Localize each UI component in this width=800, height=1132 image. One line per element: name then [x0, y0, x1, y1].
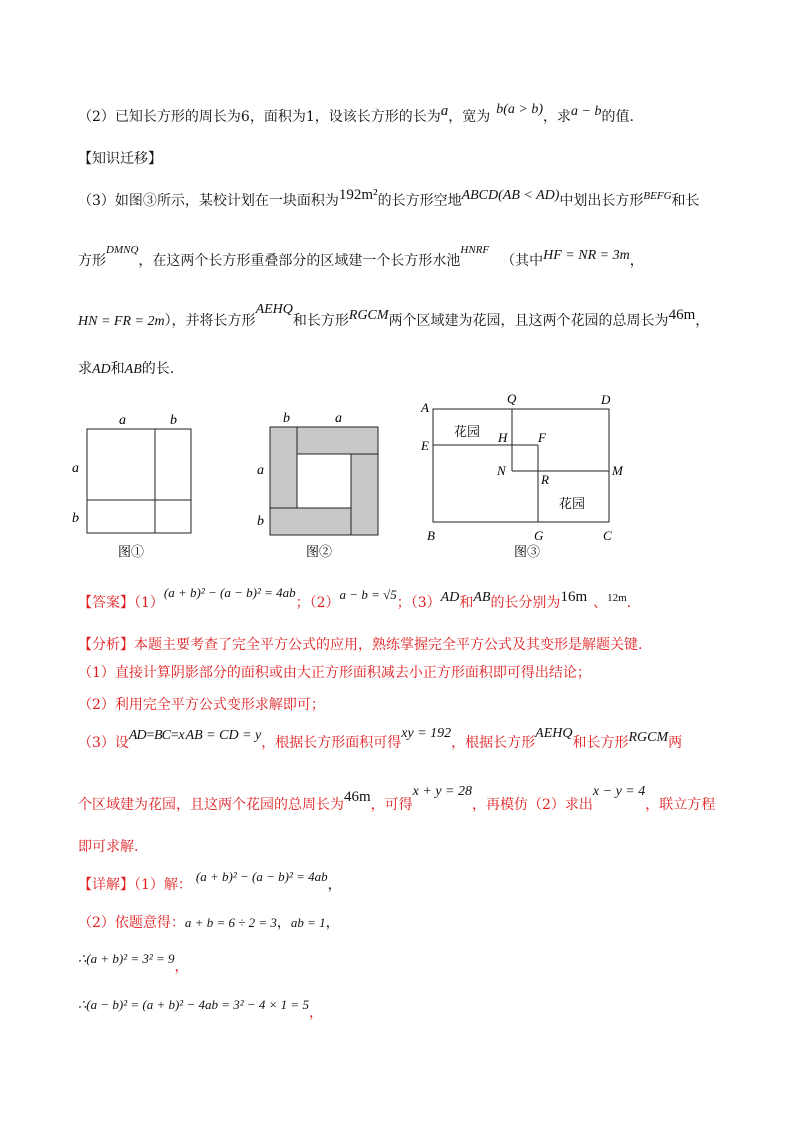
analysis-text: 本题主要考查了完全平方公式的应用，熟练掌握完全平方公式及其变形是解题关键.: [134, 637, 643, 653]
section-title: 【知识迁移】: [78, 151, 162, 167]
analysis-line-3: （2）利用完全平方公式变形求解即可；: [78, 697, 325, 713]
answer-eq-2: a − b = √5: [339, 587, 397, 602]
q3-rect-befg: BEFG: [643, 190, 672, 202]
fig1-b-left: b: [72, 511, 79, 526]
fig3-label-c: C: [603, 528, 612, 543]
detail-text: ，: [308, 1005, 323, 1021]
q2-text-2: ，宽为: [448, 109, 491, 125]
analysis-eq-area: xy = 192: [401, 726, 452, 741]
q3-eq-hf: HF = NR = 3m: [543, 248, 630, 263]
fig3-label-q: Q: [507, 392, 517, 406]
fig3-label-n: N: [497, 463, 506, 478]
q3-text: 方形: [78, 253, 106, 269]
q2-var-b: b(a > b): [496, 102, 544, 117]
analysis-eq-ad: AD=BC=x: [128, 728, 184, 743]
detail-text: ，: [174, 959, 189, 975]
q3-perimeter: 46m: [668, 307, 696, 323]
answer-ad-value: 16m: [560, 589, 588, 605]
fig2-a-top: a: [335, 411, 342, 426]
detail-tag: 【详解】: [78, 877, 134, 893]
q3-text: （3）如图③所示，某校计划在一块面积为: [78, 193, 339, 209]
q3-text: 和: [110, 361, 125, 377]
analysis-eq-diff: x − y = 4: [592, 784, 646, 799]
fig2-b-left: b: [257, 514, 264, 529]
analysis-eq-sum: x + y = 28: [412, 784, 472, 799]
q3-rect-hnrf: HNRF: [460, 244, 490, 256]
detail-text: （1）解：: [134, 877, 192, 893]
fig2-b-top: b: [283, 411, 290, 426]
detail-eq-1: (a + b)² − (a − b)² = 4ab: [195, 869, 328, 884]
q3-rect-rgcm: RGCM: [348, 308, 389, 323]
answer-part: （1）: [134, 595, 164, 611]
detail-eq-square-sum: ∴(a + b)² = 3² = 9: [78, 951, 175, 966]
q3-ad: AD: [92, 362, 111, 377]
fig3-label-b: B: [427, 528, 435, 543]
answer-sep: ；（2）: [295, 595, 340, 611]
fig3-label-g: G: [534, 528, 544, 543]
question-3-line-2: [78, 244, 644, 271]
detail-eq-sum: a + b = 6 ÷ 2 = 3: [184, 915, 277, 930]
fig3-label-f: F: [538, 430, 546, 445]
figure-1: [72, 413, 191, 560]
fig3-caption: 图③: [514, 545, 541, 560]
analysis-line-1: [78, 636, 642, 654]
fig3-label-r: R: [541, 472, 549, 487]
q3-rect-abcd: ABCD(AB < AD): [461, 188, 560, 203]
q3-text: 的长方形空地: [377, 193, 462, 209]
analysis-text: 两: [668, 735, 683, 751]
analysis-text: ，根据长方形: [451, 735, 536, 751]
detail-eq-square-diff: ∴(a − b)² = (a + b)² − 4ab = 3² − 4 × 1 = 5: [78, 997, 309, 1012]
q3-ab: AB: [124, 362, 142, 377]
answer-tag: 【答案】: [78, 595, 134, 611]
q3-text: ，: [695, 313, 710, 329]
fig2-caption: 图②: [306, 545, 333, 560]
figure-3: [420, 392, 624, 560]
analysis-perimeter: 46m: [344, 789, 371, 805]
q3-text: 的长.: [141, 361, 175, 377]
analysis-tag: 【分析】: [78, 637, 134, 653]
q3-rect-aehq: AEHQ: [255, 302, 293, 317]
q3-text: （其中: [501, 253, 544, 269]
analysis-line-2: （1）直接计算阴影部分的面积或由大正方形面积减去小正方形面积即可得出结论；: [78, 665, 591, 681]
fig3-label-d: D: [601, 392, 611, 407]
detail-eq-product: ab = 1: [290, 915, 326, 930]
answer-ad: AD: [440, 590, 460, 605]
q3-text: ，在这两个长方形重叠部分的区域建一个长方形水池: [138, 253, 461, 269]
detail-text: ，: [327, 877, 342, 893]
analysis-rect-rgcm: RGCM: [628, 730, 669, 745]
fig3-label-a: A: [421, 400, 429, 415]
figure-2: [257, 411, 378, 560]
q3-text: 两个区域建为花园，且这两个花园的总周长为: [388, 313, 669, 329]
analysis-text: ，联立方程: [645, 797, 716, 813]
detail-text: ，: [325, 915, 340, 931]
fig3-label-m: M: [612, 463, 623, 478]
analysis-line-5: [78, 784, 716, 815]
answer-text: 的长分别为: [490, 595, 561, 611]
q3-text: ，: [629, 253, 644, 269]
fig3-label-e: E: [421, 438, 429, 453]
answer-text: 和: [459, 595, 474, 611]
detail-line-3: [78, 950, 189, 975]
fig2-a-left: a: [257, 463, 264, 478]
fig1-b-top: b: [170, 413, 177, 428]
fig3-label-h: H: [498, 430, 508, 445]
q2-text-3: ，求: [543, 109, 572, 125]
analysis-rect-aehq: AEHQ: [535, 726, 573, 741]
fig3-garden-2: 花园: [559, 497, 586, 512]
detail-text: （2）依题意得：: [78, 915, 185, 931]
question-2: [78, 102, 634, 127]
fig1-caption: 图①: [118, 545, 145, 560]
analysis-line-6: 即可求解.: [78, 839, 139, 855]
q2-var-a: a: [440, 103, 449, 119]
answer-text: 、: [593, 595, 608, 611]
answer-ab-value: 12m: [607, 592, 627, 604]
analysis-text: （3）设: [78, 735, 129, 751]
answer-sep: ；（3）: [396, 595, 441, 611]
fig1-a-left: a: [72, 461, 79, 476]
analysis-line-4: [78, 726, 683, 753]
q2-var-diff: a − b: [571, 104, 602, 119]
detail-text: ，: [276, 915, 291, 931]
q3-rect-dmnq: DMNQ: [106, 244, 139, 256]
fig3-garden-1: 花园: [454, 425, 481, 440]
question-3-line-3: [78, 302, 710, 331]
analysis-text: ，可得: [370, 797, 413, 813]
analysis-text: ，再模仿（2）求出: [472, 797, 593, 813]
q2-text-4: 的值.: [601, 109, 634, 125]
q3-text: 求: [78, 361, 92, 377]
analysis-text: 个区域建为花园，且这两个花园的总周长为: [78, 797, 344, 813]
detail-line-4: [78, 996, 323, 1021]
answer-eq-1: (a + b)² − (a − b)² = 4ab: [163, 585, 296, 600]
q3-text: 中划出长方形: [559, 193, 644, 209]
answer-line: [78, 585, 632, 613]
figures: [0, 392, 800, 572]
q3-area: 192m²: [338, 187, 378, 203]
analysis-text: ，根据长方形面积可得: [261, 735, 402, 751]
q2-text-1: （2）已知长方形的周长为6，面积为1，设该长方形的长为: [78, 109, 441, 125]
analysis-eq-ab: AB = CD = y: [185, 728, 262, 743]
answer-text: .: [626, 595, 632, 611]
question-3-line-4: [78, 360, 174, 379]
detail-line-2: [78, 914, 340, 932]
question-3-line-1: [78, 187, 700, 211]
fig1-a-top: a: [119, 413, 126, 428]
q3-text: 和长: [671, 193, 700, 209]
detail-line-1: [78, 869, 342, 894]
analysis-text: 和长方形: [572, 735, 629, 751]
q3-eq-hn: HN = FR = 2m: [78, 314, 165, 329]
q3-text: 和长方形: [292, 313, 349, 329]
answer-ab: AB: [473, 590, 491, 605]
q3-text: ），并将长方形: [164, 313, 256, 329]
